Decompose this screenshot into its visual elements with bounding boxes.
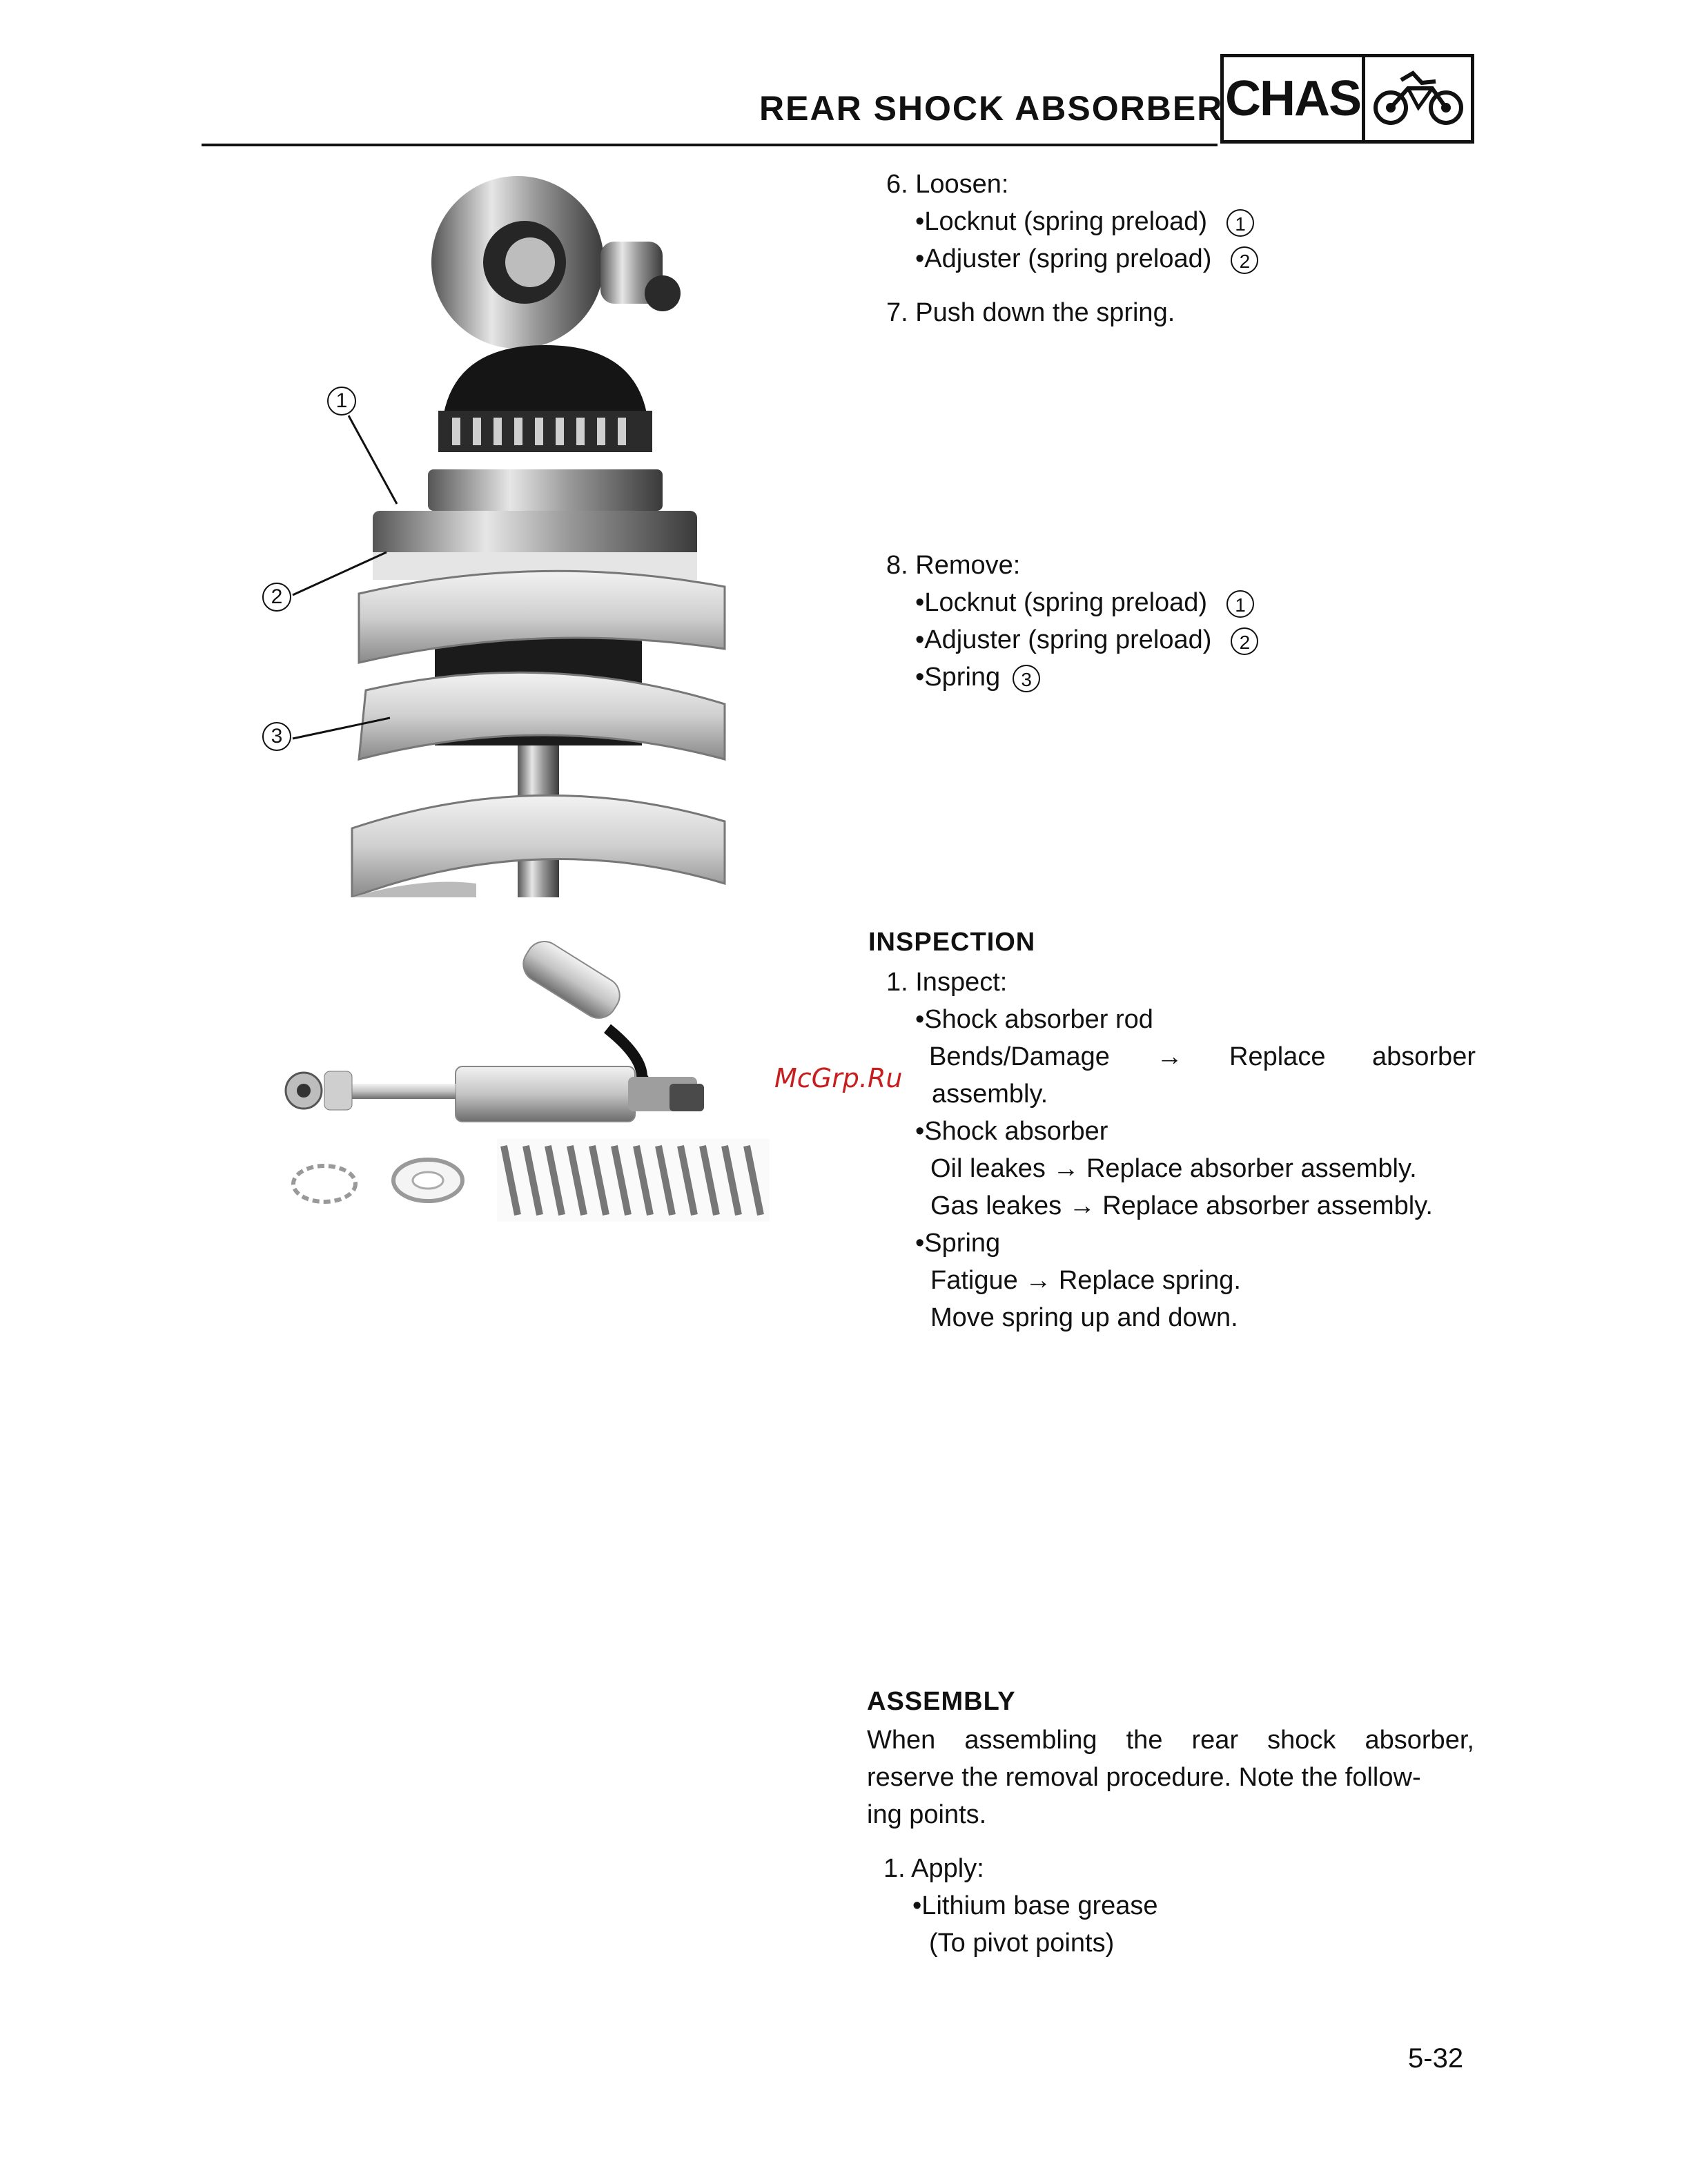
step-7-label: 7. Push down the spring.	[886, 298, 1175, 327]
step-8-item-1: •Locknut (spring preload) 1	[915, 584, 1254, 621]
shock-parts-photo	[283, 939, 780, 1229]
page-number: 5-32	[1408, 2043, 1464, 2074]
inspection-move: Move spring up and down.	[930, 1303, 1238, 1332]
inspection-gas: Gas leakes → Replace absorber assembly.	[930, 1191, 1433, 1220]
ref-circle: 3	[1013, 665, 1040, 692]
inspection-absorber: •Shock absorber	[915, 1117, 1108, 1146]
assembly-item: •Lithium base grease	[912, 1891, 1158, 1920]
step-8-item-3: •Spring 3	[915, 659, 1040, 696]
step-6-item-1: •Locknut (spring preload) 1	[915, 203, 1254, 240]
assembly-step: 1. Apply:	[883, 1854, 984, 1883]
inspection-fatigue: Fatigue → Replace spring.	[930, 1266, 1241, 1295]
step-8-label: 8. Remove:	[886, 551, 1021, 580]
ref-circle: 1	[1226, 590, 1254, 618]
callout-1: 1	[327, 387, 356, 416]
inspection-rod: •Shock absorber rod	[915, 1005, 1153, 1034]
step-8-item-2: •Adjuster (spring preload) 2	[915, 621, 1258, 659]
page-title: REAR SHOCK ABSORBER	[759, 89, 1224, 128]
step-6-item-2: •Adjuster (spring preload) 2	[915, 240, 1258, 277]
inspection-spring: •Spring	[915, 1229, 1001, 1258]
assembly-para-line-1: When assembling the rear shock absorber,	[867, 1726, 1474, 1755]
step-6-label: 6. Loosen:	[886, 170, 1009, 199]
badge-label: CHAS	[1224, 57, 1365, 140]
inspection-heading: INSPECTION	[868, 928, 1036, 957]
inspection-step: 1. Inspect:	[886, 968, 1008, 997]
inspection-rod-line: Bends/Damage → Replace absorber	[929, 1042, 1476, 1071]
callout-3: 3	[262, 722, 291, 751]
callout-2: 2	[262, 583, 291, 612]
ref-circle: 2	[1231, 246, 1258, 274]
watermark: McGrp.Ru	[774, 1063, 903, 1093]
inspection-rod-line-2: assembly.	[932, 1080, 1048, 1109]
ref-circle: 2	[1231, 627, 1258, 655]
ref-circle: 1	[1226, 209, 1254, 237]
assembly-note: (To pivot points)	[929, 1929, 1115, 1958]
assembly-heading: ASSEMBLY	[867, 1687, 1016, 1716]
assembly-para-line-2: reserve the removal procedure. Note the follow-	[867, 1763, 1421, 1792]
assembly-para-line-3: ing points.	[867, 1800, 987, 1829]
inspection-oil: Oil leakes → Replace absorber assembly.	[930, 1154, 1417, 1183]
